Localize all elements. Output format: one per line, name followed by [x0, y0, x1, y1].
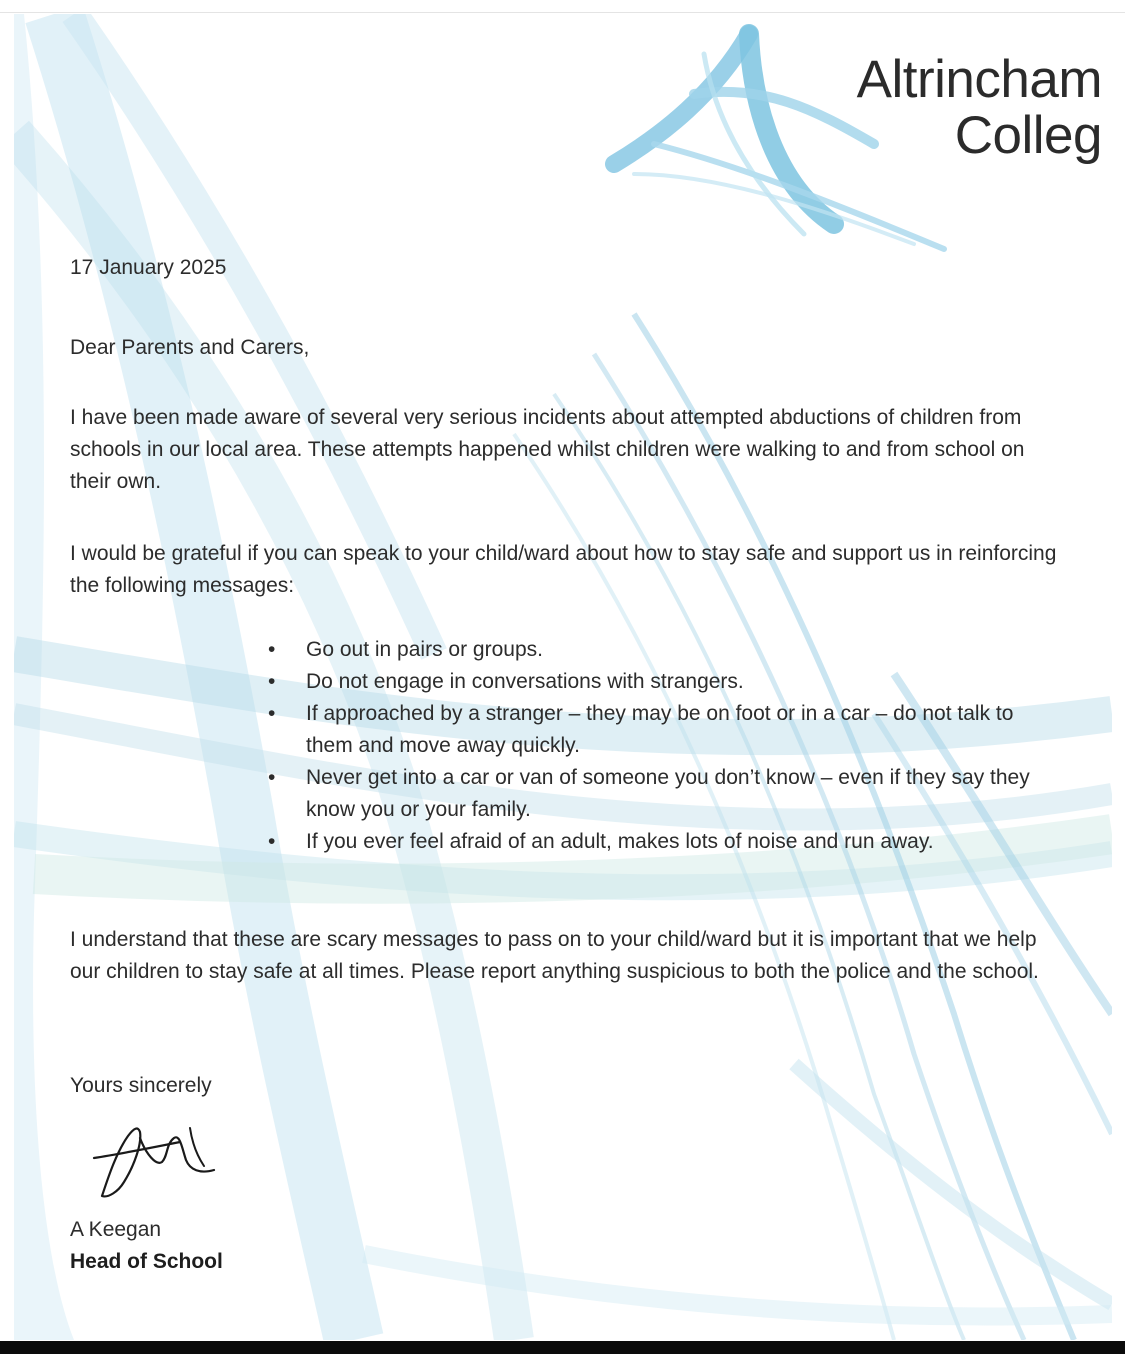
list-item: • Go out in pairs or groups.: [268, 634, 1048, 666]
college-name-line-1: Altrincham: [856, 50, 1102, 109]
closing-line: Yours sincerely: [70, 1074, 212, 1097]
paragraph-request: I would be grateful if you can speak to your child/ward about how to stay safe and support us in reinforcing the following messages:: [70, 542, 1057, 597]
handwritten-signature: [90, 1108, 230, 1208]
list-item: • If you ever feel afraid of an adult, makes lots of noise and run away.: [268, 826, 1048, 858]
signatory-name: A Keegan: [70, 1218, 162, 1241]
safety-messages-list: [268, 634, 1048, 858]
list-item: • Do not engage in conversations with strangers.: [268, 666, 1048, 698]
letter-page: [14, 14, 1112, 1340]
paragraph-closing-note: I understand that these are scary messages to pass on to your child/ward but it is important that we help our children to stay safe at all times. Please report anything suspicious to both the police and the school.: [70, 928, 1039, 983]
bottom-edge-bar: [0, 1341, 1125, 1354]
list-item: • Never get into a car or van of someone you don’t know – even if they say they know you or your family.: [268, 762, 1048, 826]
letter-date: 17 January 2025: [70, 256, 227, 279]
college-name-line-2: Colleg: [954, 106, 1102, 165]
signatory-role: Head of School: [70, 1250, 223, 1273]
list-item: • If approached by a stranger – they may be on foot or in a car – do not talk to them and move away quickly.: [268, 698, 1048, 762]
salutation: Dear Parents and Carers,: [70, 336, 310, 359]
top-divider: [0, 12, 1125, 13]
paragraph-incidents: I have been made aware of several very serious incidents about attempted abductions of children from schools in our local area. These attempts happened whilst children were walking to and from school on their own.: [70, 406, 1025, 493]
